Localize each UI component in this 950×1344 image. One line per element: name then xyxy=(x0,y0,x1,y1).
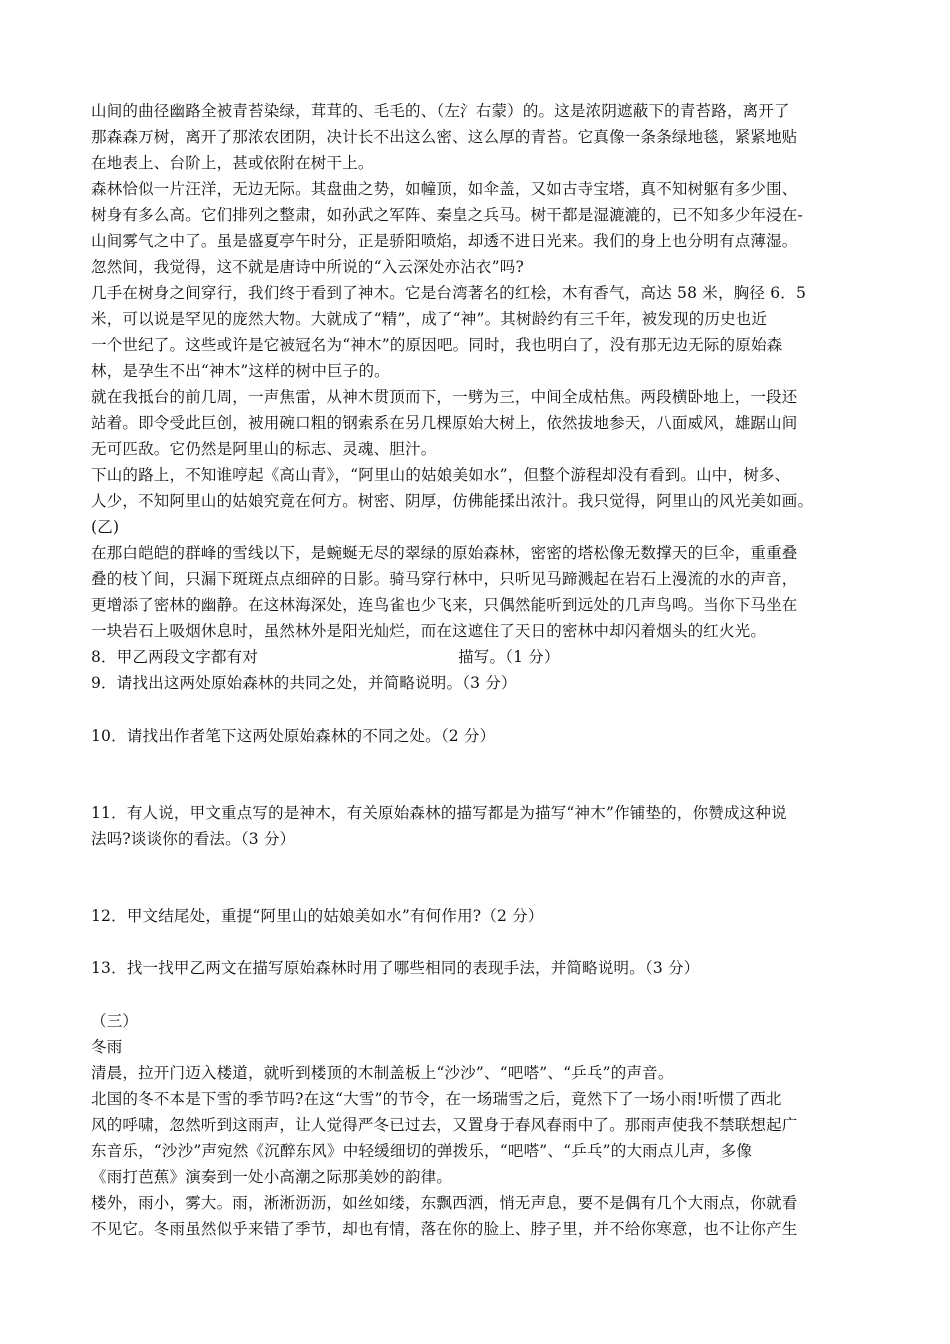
question-12: 12．甲文结尾处，重提“阿里山的姑娘美如水”有何作用?（2 分） xyxy=(91,907,544,925)
section-three-title: 冬雨 xyxy=(91,1038,123,1056)
yi-line-2: 叠的枝丫间，只漏下斑斑点点细碎的日影。骑马穿行林中，只听见马蹄溅起在岩石上漫流的水的声音， xyxy=(91,570,798,588)
jia-p1-line-3: 在地表上、台阶上，甚或依附在树干上。 xyxy=(91,154,374,172)
jia-p3-line-3: 一个世纪了。这些或许是它被冠名为“神木”的原因吧。同时，我也明白了，没有那无边无际的原始森 xyxy=(91,336,783,354)
question-10: 10．请找出作者笔下这两处原始森林的不同之处。（2 分） xyxy=(91,727,496,745)
question-13: 13．找一找甲乙两文在描写原始森林时用了哪些相同的表现手法，并简略说明。（3 分） xyxy=(91,959,700,977)
question-9: 9．请找出这两处原始森林的共同之处，并简略说明。（3 分） xyxy=(91,674,517,692)
jia-p3-line-4: 林，是孕生不出“神木”这样的树中巨子的。 xyxy=(91,362,390,380)
section-three-p2-line-3: 东音乐，“沙沙”声宛然《沉醉东风》中轻缓细切的弹拨乐，“吧嗒”、“乒乓”的大雨点儿声，多像 xyxy=(91,1142,753,1160)
jia-p1-line-2: 那森森万树，离开了那浓农团阴，决计长不出这么密、这么厚的青苔。它真像一条条绿地毯，紧紧地贴 xyxy=(91,128,798,146)
jia-p2-line-1: 森林恰似一片汪洋，无边无际。其盘曲之势，如幢顶，如伞盖，又如古寺宝塔，真不知树躯有多少围、 xyxy=(91,180,798,198)
section-three-p3-line-1: 楼外，雨小，雾大。雨，淅淅沥沥，如丝如缕，东飘西洒，悄无声息，要不是偶有几个大雨点，你就看 xyxy=(91,1194,798,1212)
jia-p2-line-3: 山间雾气之中了。虽是盛夏亭午时分，正是骄阳喷焰，却透不进日光来。我们的身上也分明有点薄湿。 xyxy=(91,232,798,250)
jia-p5-line-1: 下山的路上，不知谁哼起《高山青》，“阿里山的姑娘美如水”，但整个游程却没有看到。山中，树多、 xyxy=(91,466,791,484)
jia-p4-line-3: 无可匹敌。它仍然是阿里山的标志、灵魂、胆汁。 xyxy=(91,440,437,458)
question-11-line-2: 法吗?谈谈你的看法。（3 分） xyxy=(91,830,296,848)
jia-p4-line-1: 就在我抵台的前几周，一声焦雷，从神木贯顶而下，一劈为三，中间全成枯焦。两段横卧地上，一段还 xyxy=(91,388,798,406)
jia-p3-line-1: 几手在树身之间穿行，我们终于看到了神木。它是台湾著名的红桧，木有香气，高达 58 米，胸径 6．5 xyxy=(91,284,807,302)
section-three-p2-line-2: 风的呼啸，忽然听到这雨声，让人觉得严冬已过去，又置身于春风春雨中了。那雨声使我不禁联想起广 xyxy=(91,1116,798,1134)
question-8-prefix: 8．甲乙两段文字都有对 xyxy=(91,648,259,666)
section-three-p2-line-4: 《雨打芭蕉》演奏到一处小高潮之际那美妙的韵律。 xyxy=(91,1168,453,1186)
question-11-line-1: 11．有人说，甲文重点写的是神木，有关原始森林的描写都是为描写“神木”作铺垫的，你赞成这种说 xyxy=(91,804,787,822)
question-8 xyxy=(91,646,871,668)
section-three-p2-line-1: 北国的冬不本是下雪的季节吗?在这“大雪”的节令，在一场瑞雪之后，竟然下了一场小雨!听惯了西北 xyxy=(91,1090,782,1108)
yi-line-1: 在那白皑皑的群峰的雪线以下，是蜿蜒无尽的翠绿的原始森林，密密的塔松像无数撑天的巨伞，重重叠 xyxy=(91,544,798,562)
jia-p2-line-4: 忽然间，我觉得，这不就是唐诗中所说的“入云深处亦沾衣”吗? xyxy=(91,258,524,276)
question-8-suffix: 描写。（1 分） xyxy=(458,648,560,666)
yi-label: (乙) xyxy=(91,518,120,536)
jia-p2-line-2: 树身有多么高。它们排列之整肃，如孙武之军阵、秦皇之兵马。树干都是湿漉漉的，已不知多少年浸在- xyxy=(91,206,803,224)
jia-p4-line-2: 站着。即令受此巨创，被用碗口粗的钢索系在另几棵原始大树上，依然拔地参天，八面威风，雄踞山间 xyxy=(91,414,798,432)
section-three-label: （三） xyxy=(91,1012,139,1030)
section-three-p3-line-2: 不见它。冬雨虽然似乎来错了季节，却也有情，落在你的脸上、脖子里，并不给你寒意，也不让你产生 xyxy=(91,1220,798,1238)
jia-p5-line-2: 人少，不知阿里山的姑娘究竟在何方。树密、阴厚，仿佛能揉出浓汁。我只觉得，阿里山的风光美如画。 xyxy=(91,492,814,510)
section-three-p1: 清晨，拉开门迈入楼道，就听到楼顶的木制盖板上“沙沙”、“吧嗒”、“乒乓”的声音。 xyxy=(91,1064,674,1082)
yi-line-3: 更增添了密林的幽静。在这林海深处，连鸟雀也少飞来，只偶然能听到远处的几声鸟鸣。当你下马坐在 xyxy=(91,596,798,614)
jia-p3-line-2: 米，可以说是罕见的庞然大物。大就成了“精”，成了“神”。其树龄约有三千年，被发现的历史也近 xyxy=(91,310,768,328)
yi-line-4: 一块岩石上吸烟休息时，虽然林外是阳光灿烂，而在这遮住了天日的密林中却闪着烟头的红火光。 xyxy=(91,622,767,640)
jia-p1-line-1: 山间的曲径幽路全被青苔染绿，茸茸的、毛毛的、（左氵右蒙）的。这是浓阴遮蔽下的青苔路，离开了 xyxy=(91,102,790,120)
